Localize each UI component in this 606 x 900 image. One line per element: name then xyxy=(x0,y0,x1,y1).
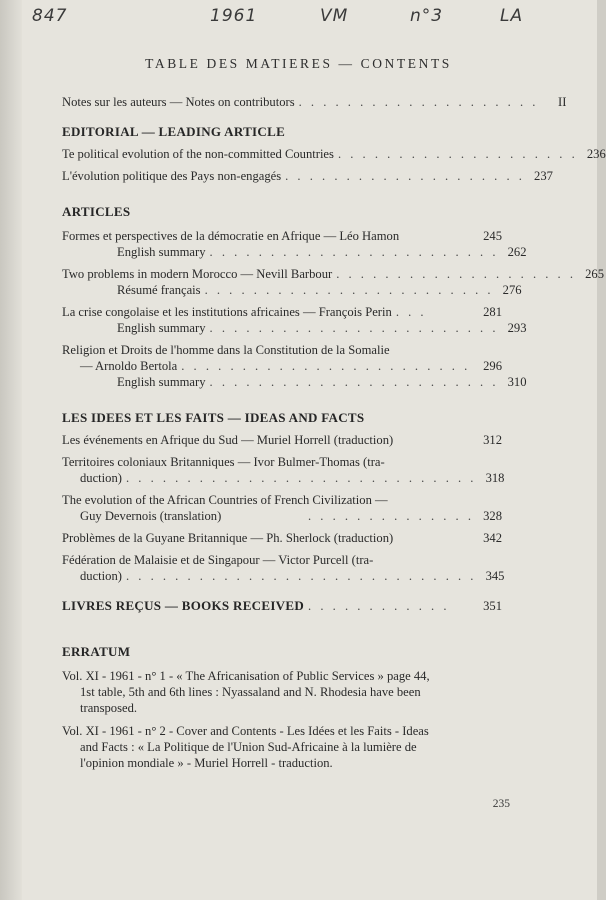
page-number: 235 xyxy=(492,798,510,810)
handwritten-note: n°3 xyxy=(410,6,444,26)
toc-entry: Formes et perspectives de la démocratie en Afrique — Léo Hamon 245 xyxy=(62,229,502,243)
entry-title: Notes sur les auteurs — Notes on contributors xyxy=(62,95,295,109)
toc-entry: The evolution of the African Countries of French Civilization — xyxy=(62,493,388,507)
toc-entry: Two problems in modern Morocco — Nevill Barbour . . . . . . . . . . . . . . . . . . . . 265 xyxy=(62,267,604,281)
toc-entry: Fédération de Malaisie et de Singapour — Victor Purcell (tra- xyxy=(62,553,374,567)
page-title: TABLE DES MATIERES — CONTENTS xyxy=(145,56,452,71)
section-heading: LIVRES REÇUS — BOOKS RECEIVED xyxy=(62,598,305,613)
section-heading: ERRATUM xyxy=(62,644,131,659)
toc-entry: Problèmes de la Guyane Britannique — Ph. Sherlock (traduction) 342 xyxy=(62,531,502,545)
toc xyxy=(62,94,606,771)
handwritten-note: 1961 xyxy=(210,6,258,26)
binding-shadow xyxy=(0,0,22,900)
section-heading: LES IDEES ET LES FAITS — IDEAS AND FACTS xyxy=(62,410,365,425)
toc-entry: Territoires coloniaux Britanniques — Ivor Bulmer-Thomas (tra- xyxy=(62,455,385,469)
erratum-note: Vol. XI - 1961 - n° 1 - « The Africanisation of Public Services » page 44, 1st table, 5th and 6th lines : Nyassaland and N. Rhodesia have been transposed. xyxy=(62,669,430,715)
toc-entry: Te political evolution of the non-committed Countries . . . . . . . . . . . . . . . . . . . . 236 xyxy=(62,147,606,161)
toc-entry: L'évolution politique des Pays non-engagés . . . . . . . . . . . . . . . . . . . . 237 xyxy=(62,169,553,183)
handwritten-note: VM xyxy=(320,6,349,26)
toc-entry: English summary . . . . . . . . . . . . . . . . . . . . . . . . 262 xyxy=(117,245,527,259)
erratum-note: Vol. XI - 1961 - n° 2 - Cover and Contents - Les Idées et les Faits - Ideas and Facts : « La Politique de l'Union Sud-Africaine à la lumière de l'opinion mondiale » - Muriel Horrell - traduction. xyxy=(62,724,429,770)
toc-entry: Résumé français . . . . . . . . . . . . . . . . . . . . . . . . 276 xyxy=(117,283,522,297)
section-heading: ARTICLES xyxy=(62,204,131,219)
toc-entry: duction) . . . . . . . . . . . . . . . . . . . . . . . . . . . . . 318 xyxy=(80,471,505,485)
handwritten-note: LA xyxy=(500,6,524,26)
entry-page: II xyxy=(558,95,567,109)
section-heading: EDITORIAL — LEADING ARTICLE xyxy=(62,124,286,139)
toc-entry: Religion et Droits de l'homme dans la Constitution de la Somalie xyxy=(62,343,390,357)
toc-entry: duction) . . . . . . . . . . . . . . . . . . . . . . . . . . . . . 345 xyxy=(80,569,505,583)
handwritten-note: 847 xyxy=(32,6,68,26)
toc-entry: Notes sur les auteurs — Notes on contributors . . . . . . . . . . . . . . . . . . . . II xyxy=(62,95,567,109)
toc-entry: Guy Devernois (translation) . . . . . . . . . . . . . . 328 xyxy=(80,509,502,523)
toc-entry: Les événements en Afrique du Sud — Muriel Horrell (traduction) 312 xyxy=(62,433,502,447)
toc-entry: English summary . . . . . . . . . . . . . . . . . . . . . . . . 310 xyxy=(117,375,527,389)
toc-entry: LIVRES REÇUS — BOOKS RECEIVED . . . . . . . . . . . . 351 xyxy=(62,598,502,613)
toc-entry: English summary . . . . . . . . . . . . . . . . . . . . . . . . 293 xyxy=(117,321,527,335)
toc-entry: — Arnoldo Bertola . . . . . . . . . . . . . . . . . . . . . . . . 296 xyxy=(80,359,502,373)
toc-entry: La crise congolaise et les institutions africaines — François Perin . . . 281 xyxy=(62,305,502,319)
